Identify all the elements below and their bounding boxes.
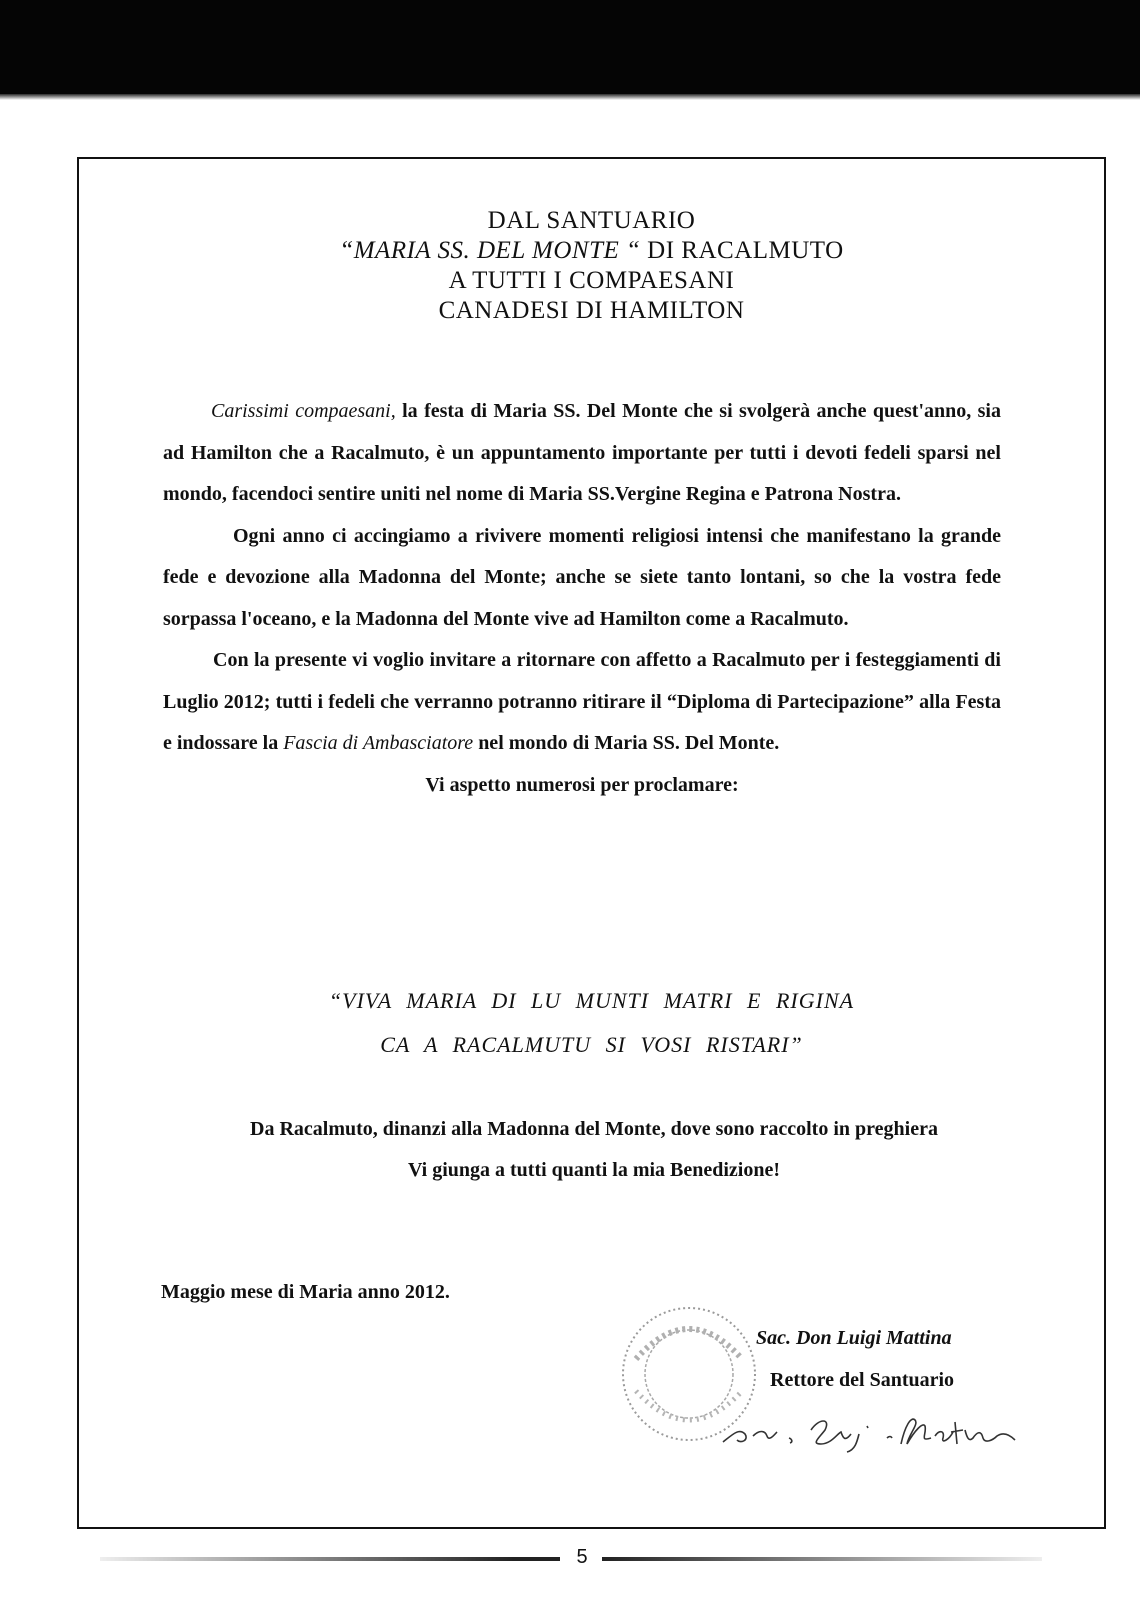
scan-top-shadow bbox=[0, 94, 1140, 100]
heading-line-4: CANADESI DI HAMILTON bbox=[438, 297, 745, 324]
handwritten-signature-icon bbox=[719, 1404, 1019, 1454]
letter-date: Maggio mese di Maria anno 2012. bbox=[161, 1281, 450, 1303]
paragraph-1 bbox=[163, 391, 1001, 516]
signatory-role: Rettore del Santuario bbox=[770, 1369, 955, 1391]
paragraph-3-text-b: nel mondo di Maria SS. Del Monte. bbox=[473, 732, 780, 754]
paragraph-4: Vi aspetto numerosi per proclamare: bbox=[425, 773, 739, 796]
letter-frame bbox=[77, 157, 1106, 1529]
paragraph-3-text-a: Con la presente vi voglio invitare a ritornare con affetto a Racalmuto per i festeggiamenti di Luglio 2012; tutti i fedeli che verranno potranno ritirare il “Diploma di Partecipazione” alla Festa e indossare la bbox=[163, 649, 1001, 754]
signatory-name: Sac. Don Luigi Mattina bbox=[756, 1327, 952, 1349]
heading-town: DI RACALMUTO bbox=[640, 237, 844, 264]
closing-blessing bbox=[139, 1109, 1049, 1191]
page-number: 5 bbox=[576, 1546, 588, 1568]
closing-line-1: Da Racalmuto, dinanzi alla Madonna del Monte, dove sono raccolto in preghiera bbox=[250, 1118, 938, 1140]
quote-line-1: “VIVA MARIA DI LU MUNTI MATRI E RIGINA bbox=[328, 988, 855, 1013]
paragraph-3 bbox=[163, 640, 1001, 765]
sash-title: Fascia di Ambasciatore bbox=[283, 732, 474, 754]
paragraph-1-text: la festa di Maria SS. Del Monte che si svolgerà anche quest'anno, sia ad Hamilton che a Racalmuto, è un appuntamento importante per tutti i devoti fedeli sparsi nel mondo, facendoci sentire uniti nel nome di Maria SS.Vergine Regina e Patrona Nostra. bbox=[163, 400, 1001, 505]
heading-sanctuary-name: “MARIA SS. DEL MONTE “ bbox=[339, 237, 641, 264]
footer-rule-right bbox=[602, 1557, 1042, 1561]
closing-line-2: Vi giunga a tutti quanti la mia Benedizione! bbox=[407, 1159, 781, 1181]
proclamation-quote bbox=[79, 979, 1104, 1067]
letter-heading bbox=[79, 206, 1104, 326]
quote-line-2: CA A RACALMUTU SI VOSI RISTARI” bbox=[380, 1032, 803, 1057]
heading-line-3: A TUTTI I COMPAESANI bbox=[448, 267, 735, 294]
heading-line-2 bbox=[79, 236, 1104, 266]
letter-body bbox=[163, 391, 1001, 806]
salutation: Carissimi compaesani, bbox=[211, 400, 396, 422]
scan-top-band bbox=[0, 0, 1140, 94]
heading-line-1: DAL SANTUARIO bbox=[487, 207, 696, 234]
footer-rule-left bbox=[100, 1557, 560, 1561]
paragraph-2: Ogni anno ci accingiamo a rivivere momenti religiosi intensi che manifestano la grande fede e devozione alla Madonna del Monte; anche se siete tanto lontani, so che la vostra fede sorpassa l'oceano, e la Madonna del Monte vive ad Hamilton come a Racalmuto. bbox=[163, 524, 1001, 630]
